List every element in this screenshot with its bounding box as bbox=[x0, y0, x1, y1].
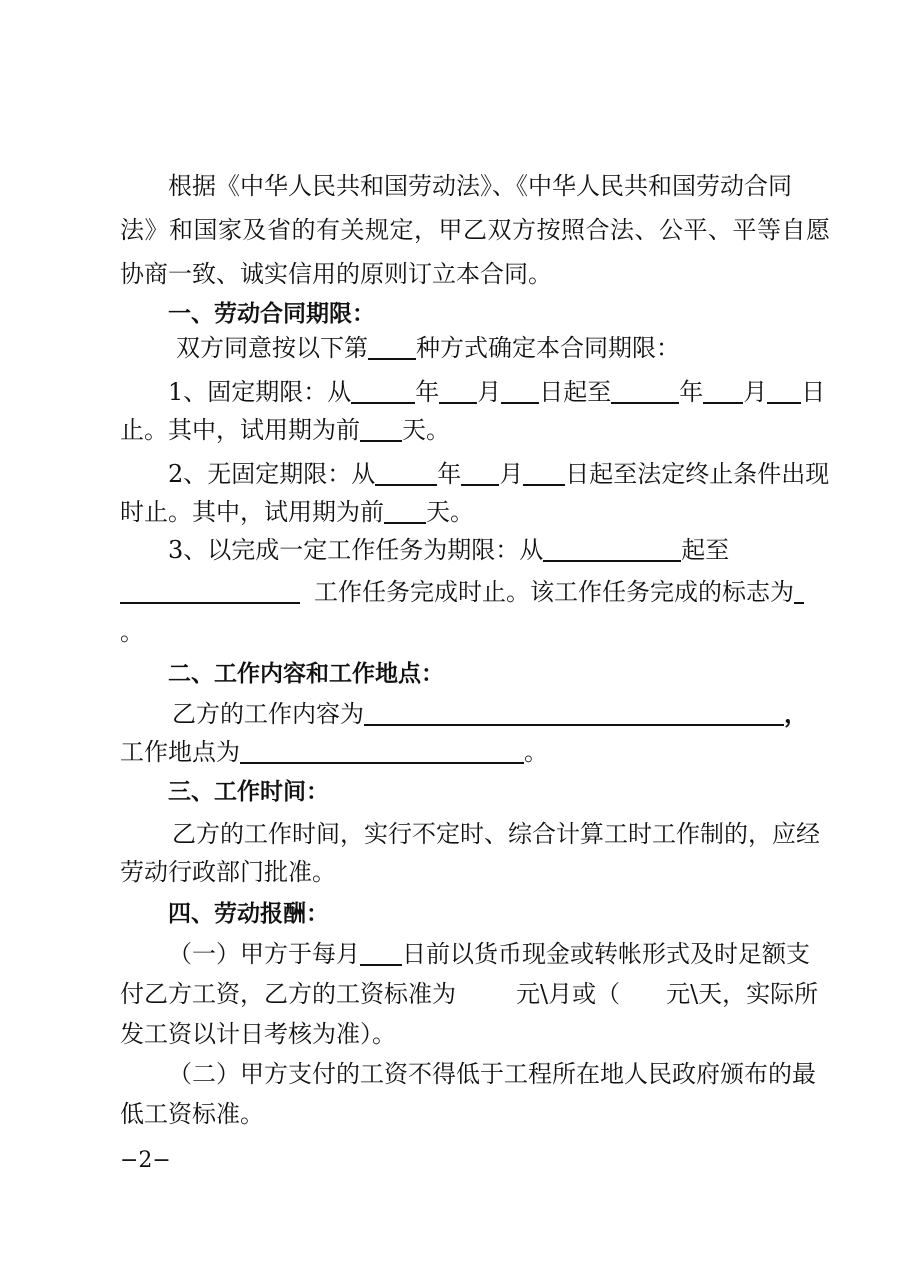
section1-method-line bbox=[176, 326, 680, 370]
open-probation-text: 时止。其中，试用期为前 bbox=[120, 498, 384, 526]
task-term-line-3: 。 bbox=[120, 618, 144, 646]
fixed-term-line-2 bbox=[120, 408, 450, 452]
task-term-label: 3、以完成一定工作任务为期限：从 bbox=[168, 536, 544, 564]
fixed-month-label: 月 bbox=[477, 378, 502, 406]
task-start-blank[interactable] bbox=[543, 532, 681, 562]
fixed-end-day-blank[interactable] bbox=[767, 374, 801, 404]
fixed-term-label: 1、固定期限：从 bbox=[168, 378, 352, 406]
open-year-label: 年 bbox=[437, 460, 462, 488]
task-complete-text: 工作任务完成时止。该工作任务完成的标志为 bbox=[314, 578, 794, 606]
task-marker-blank[interactable] bbox=[794, 574, 804, 604]
monthly-wage-label: 元\月或（ bbox=[516, 980, 621, 1008]
pay-day-text-b: 日前以货币现金或转帐形式及时足额支 bbox=[402, 940, 810, 968]
open-term-label: 2、无固定期限：从 bbox=[168, 460, 376, 488]
work-place-blank[interactable] bbox=[240, 734, 524, 764]
task-term-line-2 bbox=[120, 570, 804, 614]
open-day-blank[interactable] bbox=[523, 456, 565, 486]
fixed-end-year-blank[interactable] bbox=[611, 374, 679, 404]
work-place-label: 工作地点为 bbox=[120, 738, 240, 766]
task-end-blank[interactable] bbox=[120, 574, 300, 604]
fixed-day-label: 日起至 bbox=[539, 378, 612, 406]
pay-standard-text: 付乙方工资，乙方的工资标准为 bbox=[120, 980, 456, 1008]
page-number: −2− bbox=[120, 1148, 171, 1173]
work-time-line-1: 乙方的工作时间，实行不定时、综合计算工时工作制的，应经 bbox=[172, 820, 820, 848]
intro-line-2: 法》和国家及省的有关规定，甲乙双方按照合法、公平、平等自愿 bbox=[120, 216, 831, 244]
fixed-month-blank[interactable] bbox=[439, 374, 477, 404]
fixed-end-month-blank[interactable] bbox=[703, 374, 743, 404]
work-content-comma: ， bbox=[784, 699, 808, 728]
intro-line-1: 根据《中华人民共和国劳动法》、《中华人民共和国劳动合同 bbox=[168, 172, 792, 200]
open-month-blank[interactable] bbox=[461, 456, 499, 486]
work-content-blank[interactable] bbox=[364, 696, 784, 726]
open-probation-blank[interactable] bbox=[384, 494, 426, 524]
method-blank[interactable] bbox=[368, 330, 416, 360]
pay-line-3: 发工资以计日考核为准）。 bbox=[120, 1020, 396, 1048]
intro-line-3: 协商一致、诚实信用的原则订立本合同。 bbox=[120, 260, 552, 288]
pay-day-text-a: （一）甲方于每月 bbox=[168, 940, 360, 968]
method-text-a: 双方同意按以下第 bbox=[176, 334, 368, 362]
fixed-end-day-label: 日 bbox=[801, 378, 826, 406]
open-month-label: 月 bbox=[499, 460, 524, 488]
section3-heading: 三、工作时间： bbox=[168, 779, 329, 805]
pay-line-1 bbox=[168, 932, 810, 976]
work-content-label: 乙方的工作内容为 bbox=[172, 700, 364, 728]
work-time-line-2: 劳动行政部门批准。 bbox=[120, 858, 336, 886]
section2-heading: 二、工作内容和工作地点： bbox=[168, 661, 444, 687]
fixed-end-year-label: 年 bbox=[679, 378, 704, 406]
daily-wage-label: 元\天，实际所 bbox=[666, 980, 819, 1008]
fixed-year-blank[interactable] bbox=[351, 374, 415, 404]
fixed-day-blank[interactable] bbox=[501, 374, 539, 404]
task-to-label: 起至 bbox=[681, 536, 730, 564]
min-wage-line-2: 低工资标准。 bbox=[120, 1100, 264, 1128]
fixed-probation-blank[interactable] bbox=[360, 412, 402, 442]
pay-line-2 bbox=[120, 972, 818, 1016]
fixed-probation-text: 止。其中，试用期为前 bbox=[120, 416, 360, 444]
open-rest-text: 日起至法定终止条件出现 bbox=[565, 460, 830, 488]
open-year-blank[interactable] bbox=[375, 456, 437, 486]
fixed-end-month-label: 月 bbox=[743, 378, 768, 406]
fixed-probation-days: 天。 bbox=[402, 416, 450, 444]
work-place-line bbox=[120, 730, 548, 774]
task-term-line bbox=[168, 528, 729, 572]
method-text-b: 种方式确定本合同期限： bbox=[416, 334, 680, 362]
min-wage-line-1: （二）甲方支付的工资不得低于工程所在地人民政府颁布的最 bbox=[168, 1060, 816, 1088]
section4-heading: 四、劳动报酬： bbox=[168, 901, 329, 927]
pay-day-blank[interactable] bbox=[360, 936, 402, 966]
work-place-period: 。 bbox=[524, 738, 548, 766]
open-probation-days: 天。 bbox=[426, 498, 474, 526]
section1-heading: 一、劳动合同期限： bbox=[168, 301, 375, 327]
fixed-year-label: 年 bbox=[415, 378, 440, 406]
